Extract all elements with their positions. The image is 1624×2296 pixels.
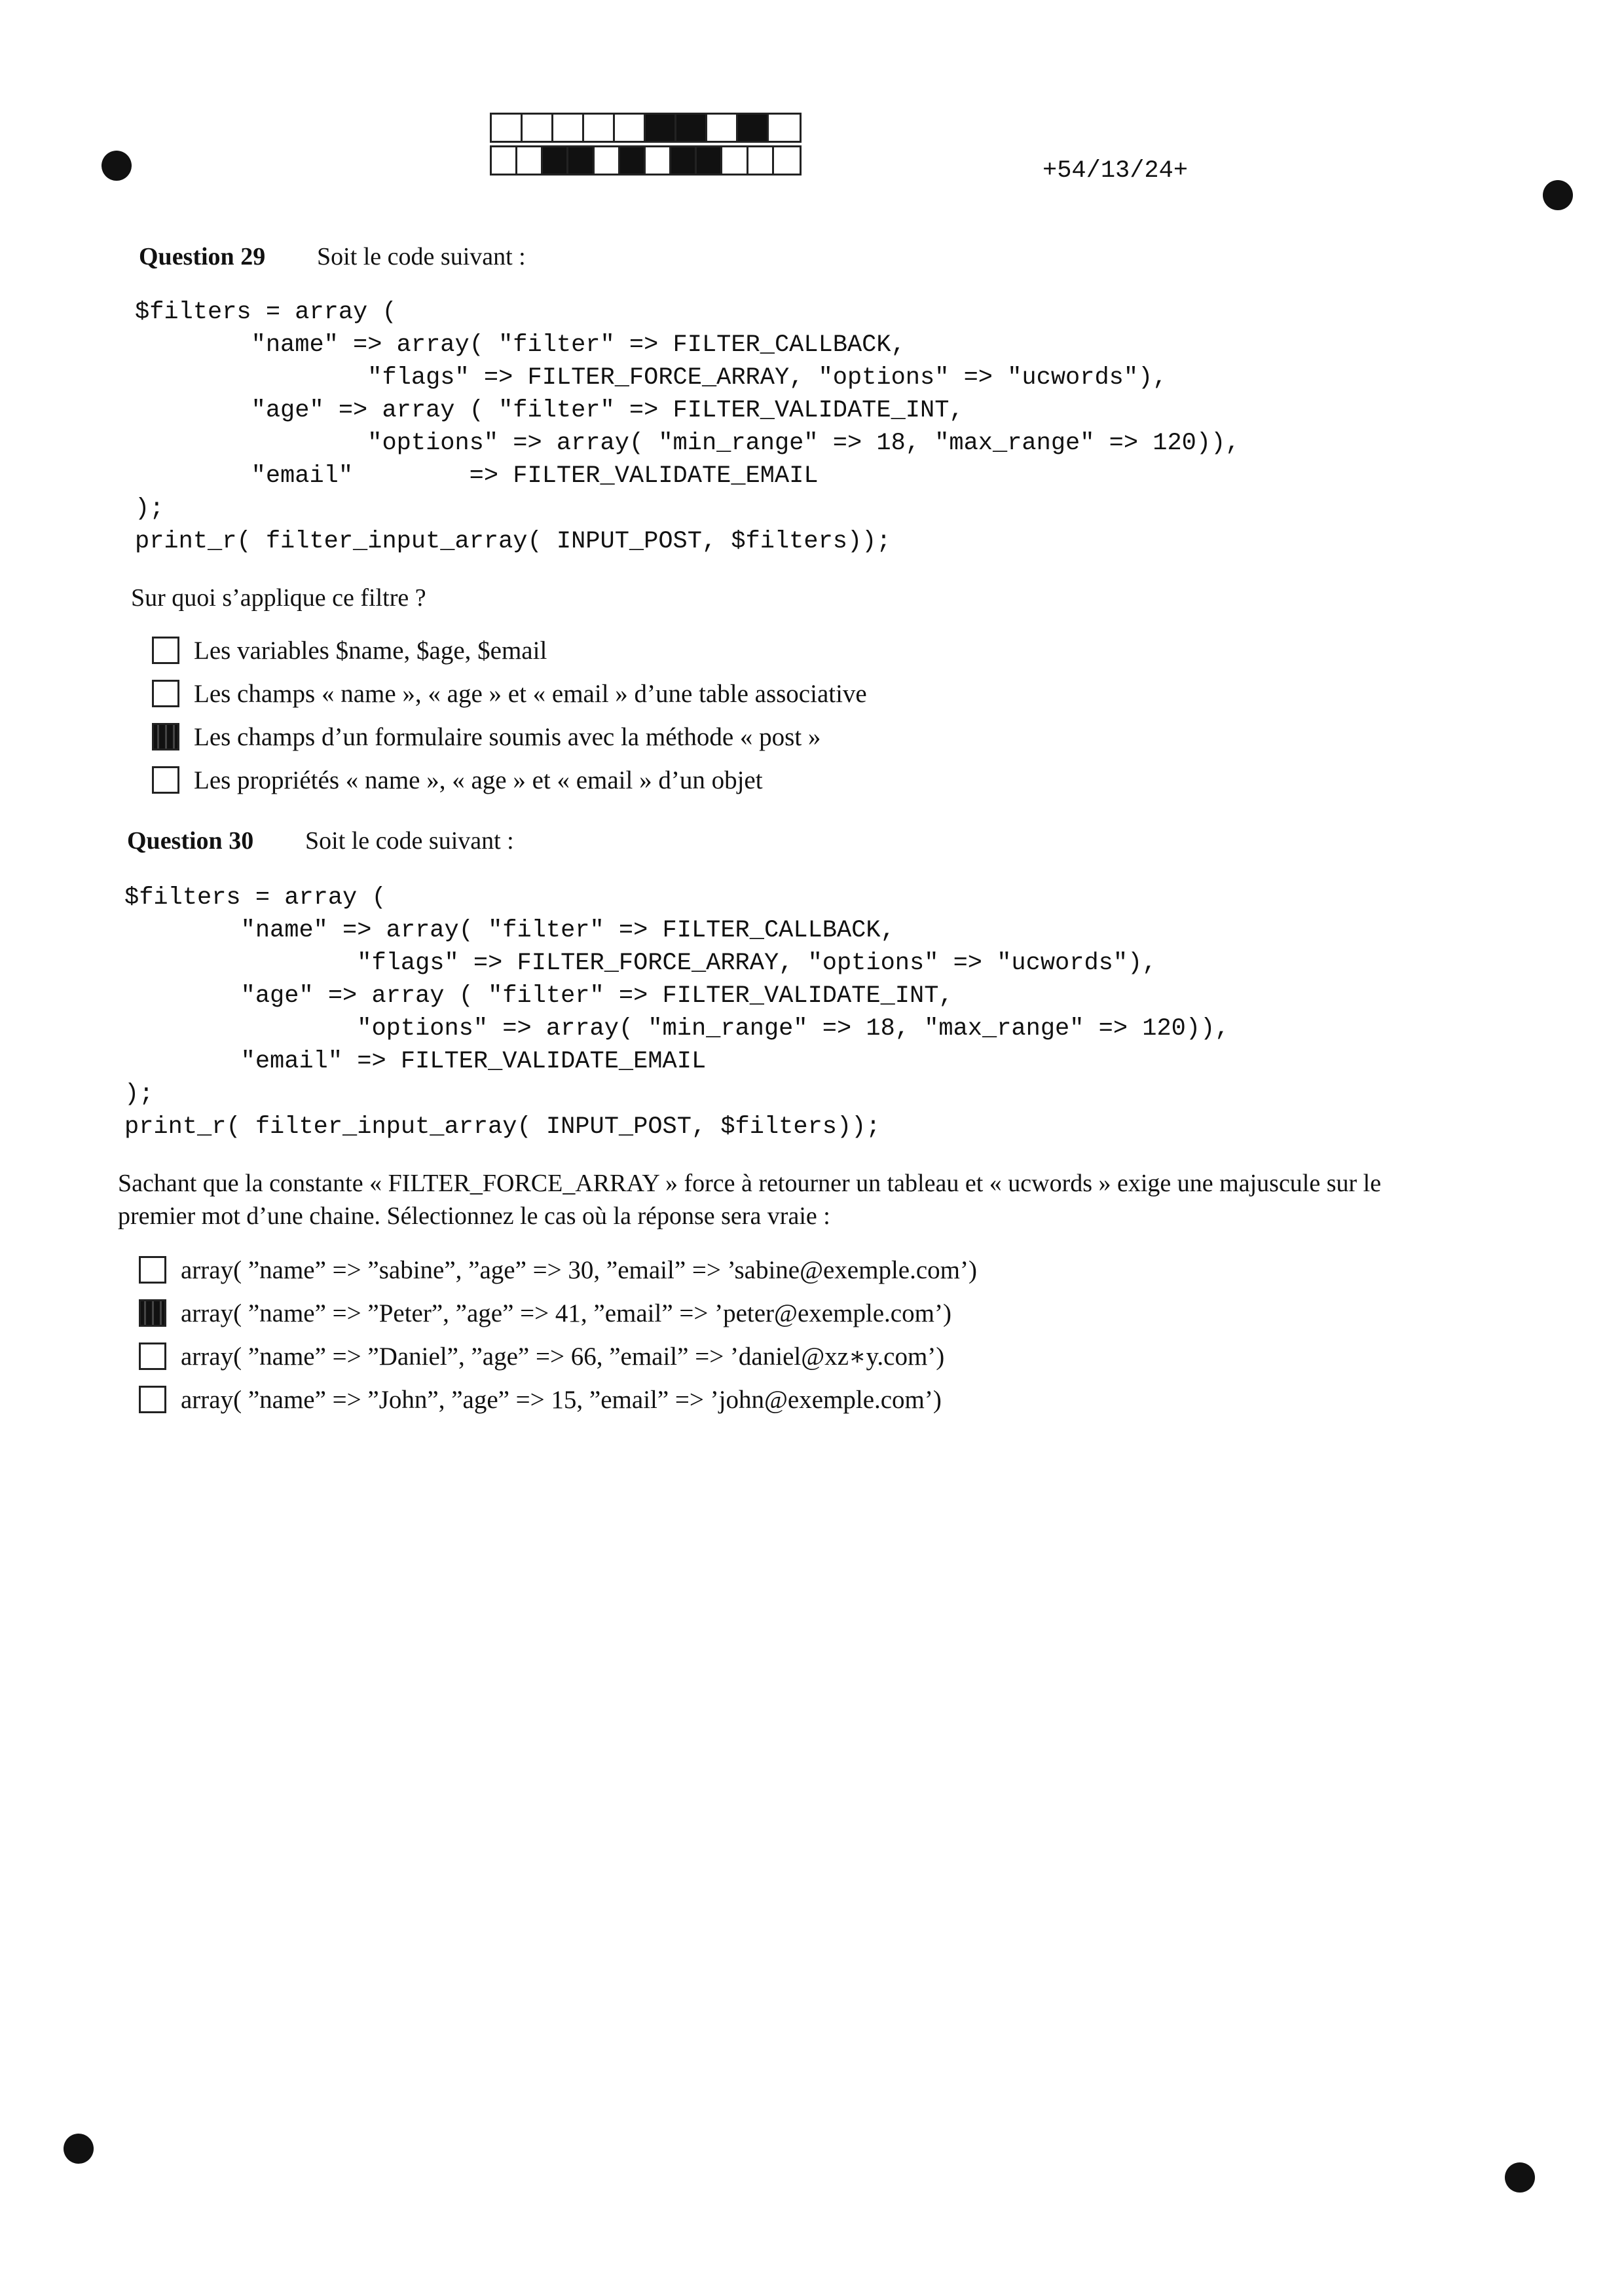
barcode-cell: [595, 147, 620, 174]
barcode-cell: [517, 147, 543, 174]
q29-option-3[interactable]: [152, 719, 821, 754]
option-text: array( ”name” => ”Peter”, ”age” => 41, ”email” => ’peter@exemple.com’): [181, 1299, 951, 1327]
question-29-prompt: Sur quoi s’applique ce filtre ?: [131, 584, 426, 612]
option-text: Les champs « name », « age » et « email » d’une table associative: [194, 679, 867, 708]
q30-option-2[interactable]: [139, 1295, 951, 1331]
checkbox-icon[interactable]: [139, 1256, 166, 1284]
checkbox-icon[interactable]: [139, 1386, 166, 1413]
question-30-label: Question 30: [127, 827, 254, 855]
barcode-cell: [620, 147, 646, 174]
q29-option-4[interactable]: [152, 762, 763, 798]
barcode-cell: [568, 147, 594, 174]
barcode-cell: [738, 115, 769, 141]
option-text: array( ”name” => ”John”, ”age” => 15, ”email” => ’john@exemple.com’): [181, 1385, 942, 1414]
barcode-cell: [553, 115, 584, 141]
q29-option-1[interactable]: [152, 633, 547, 668]
option-text: Les champs d’un formulaire soumis avec la méthode « post »: [194, 722, 821, 751]
barcode-cell: [774, 147, 800, 174]
barcode-cell: [543, 147, 568, 174]
barcode-row-1: [490, 113, 802, 143]
option-text: array( ”name” => ”sabine”, ”age” => 30, ”email” => ’sabine@exemple.com’): [181, 1255, 977, 1284]
barcode-cell: [646, 147, 671, 174]
question-30-prompt-line-2: premier mot d’une chaine. Sélectionnez le cas où la réponse sera vraie :: [118, 1202, 830, 1230]
question-30-code: $filters = array ( "name" => array( "filter" => FILTER_CALLBACK, "flags" => FILTER_FORCE_ARRAY, "options" => "ucwords"), "age" => array ( "filter" => FILTER_VALIDATE_INT, "options" => array( "min_range" => 18, "max_range" => 120)), "email" => FILTER_VALIDATE_EMAIL ); print_r( filter_input_array( INPUT_POST, $filters));: [124, 884, 1230, 1141]
checkbox-icon[interactable]: [139, 1342, 166, 1370]
q30-option-3[interactable]: [139, 1339, 944, 1374]
question-29-header: [139, 242, 526, 271]
question-30-intro: Soit le code suivant :: [305, 827, 514, 855]
barcode-cell: [492, 115, 523, 141]
q29-option-2[interactable]: [152, 676, 867, 711]
barcode-cell: [671, 147, 697, 174]
barcode-row-2: [490, 145, 802, 176]
barcode-cell: [523, 115, 553, 141]
option-text: array( ”name” => ”Daniel”, ”age” => 66, ”email” => ’daniel@xz∗y.com’): [181, 1342, 945, 1371]
checkbox-icon[interactable]: [152, 680, 179, 707]
question-30-prompt-line-1: Sachant que la constante « FILTER_FORCE_ARRAY » force à retourner un tableau et « ucwords » exige une majuscule sur le: [118, 1170, 1382, 1197]
barcode-cell: [646, 115, 676, 141]
barcode-cell: [748, 147, 774, 174]
question-30-header: [127, 826, 514, 855]
barcode-cell: [769, 115, 800, 141]
question-29-intro: Soit le code suivant :: [317, 243, 526, 270]
option-text: Les variables $name, $age, $email: [194, 636, 547, 665]
checkbox-checked-icon[interactable]: [139, 1299, 166, 1327]
page-id: +54/13/24+: [1043, 157, 1189, 185]
checkbox-checked-icon[interactable]: [152, 723, 179, 750]
barcode-cell: [492, 147, 517, 174]
barcode-cell: [697, 147, 722, 174]
option-text: Les propriétés « name », « age » et « email » d’un objet: [194, 766, 763, 794]
barcode-cell: [707, 115, 738, 141]
corner-mark-bottom-right: [1505, 2162, 1535, 2193]
barcode-cell: [676, 115, 707, 141]
question-29-label: Question 29: [139, 243, 266, 270]
checkbox-icon[interactable]: [152, 637, 179, 664]
q30-option-1[interactable]: [139, 1252, 977, 1287]
barcode-cell: [584, 115, 615, 141]
checkbox-icon[interactable]: [152, 766, 179, 794]
corner-mark-top-right: [1543, 180, 1573, 210]
q30-option-4[interactable]: [139, 1382, 942, 1417]
barcode-cell: [615, 115, 646, 141]
corner-mark-bottom-left: [64, 2134, 94, 2164]
barcode-cell: [722, 147, 748, 174]
corner-mark-top-left: [101, 151, 132, 181]
question-29-code: $filters = array ( "name" => array( "filter" => FILTER_CALLBACK, "flags" => FILTER_FORCE_ARRAY, "options" => "ucwords"), "age" => array ( "filter" => FILTER_VALIDATE_INT, "options" => array( "min_range" => 18, "max_range" => 120)), "email" => FILTER_VALIDATE_EMAIL ); print_r( filter_input_array( INPUT_POST, $filters));: [135, 299, 1240, 555]
